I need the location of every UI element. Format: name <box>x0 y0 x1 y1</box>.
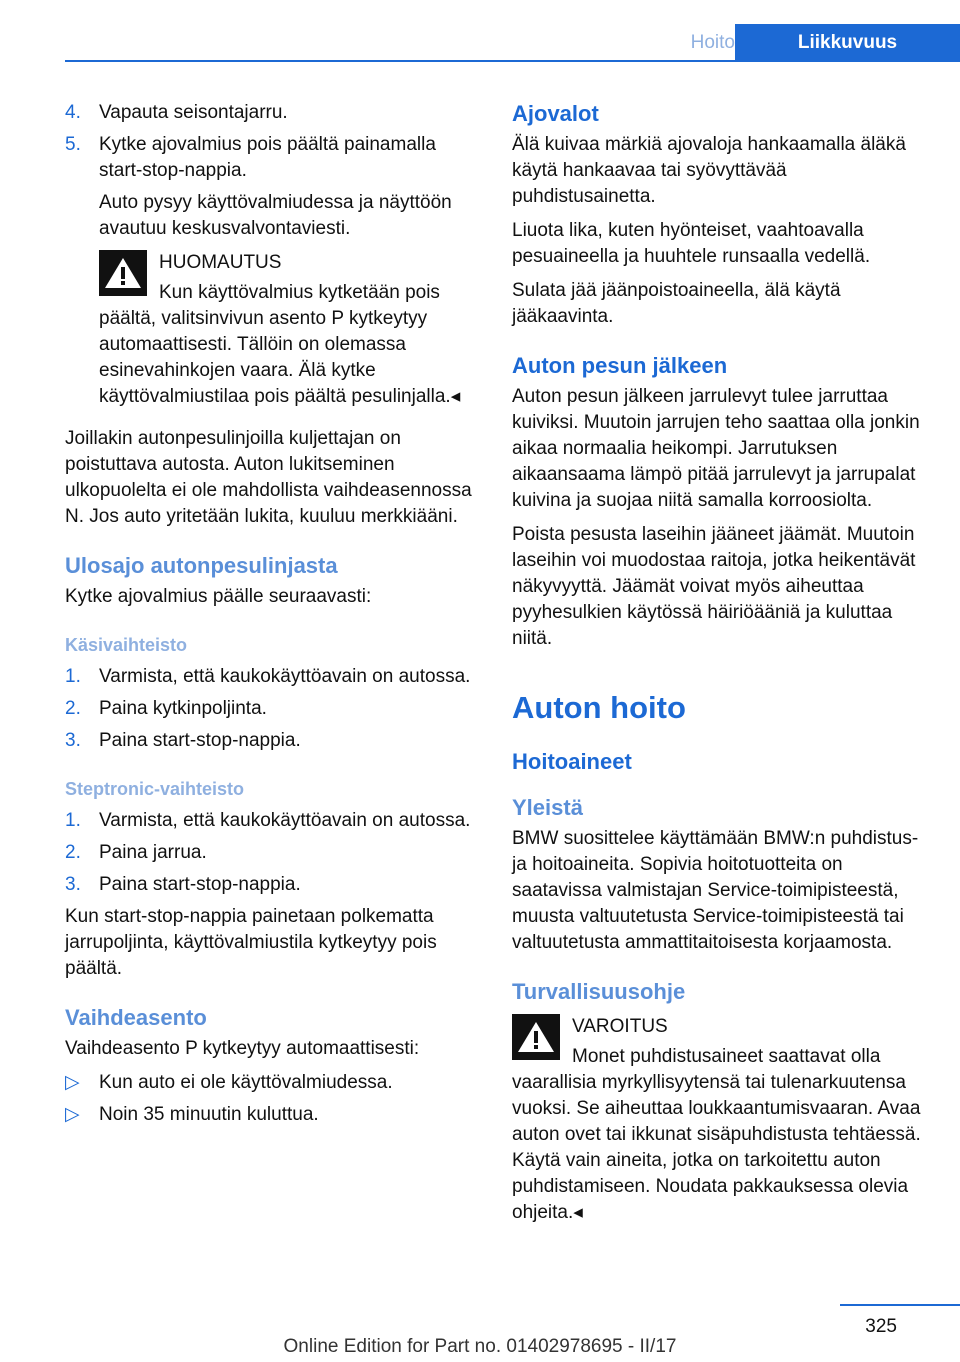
heading-afterwash: Auton pesun jälkeen <box>512 353 728 378</box>
heading-care: Auton hoito <box>512 690 686 725</box>
paragraph: Sulata jää jäänpoistoaineella, älä käytä jääkaavinta. <box>512 280 841 327</box>
right-column <box>512 100 930 1236</box>
list-item <box>65 808 479 834</box>
header-rule <box>65 60 960 62</box>
bullet-icon: ▷ <box>65 1072 80 1093</box>
paragraph: Auton pesun jälkeen jarrulevyt tulee jarruttaa kuiviksi. Muutoin jarrujen teho saattaa olla jonkin aikaa normaalia heikompi. Jarrutuksen aikaansaama lämpö pitää jarrulevyt ja jarrupalat kuivina ja suojaa niitä samalla korroosiolta. <box>512 386 920 511</box>
list-item <box>65 1070 479 1096</box>
bullet-text: Kun auto ei ole käyttövalmiudessa. <box>99 1072 393 1093</box>
footer-rule <box>840 1304 960 1306</box>
paragraph: Kun start-stop-nappia painetaan polkematta jarrupoljinta, käyttövalmiustila kytkeytyy pois päältä. <box>65 906 437 979</box>
page-number: 325 <box>865 1316 897 1337</box>
list-item <box>65 1102 479 1128</box>
warning-box <box>512 1014 930 1226</box>
notice-text: Kun käyttövalmius kytketään pois päältä, valitsinvivun asento P kytkeytyy automaattisesti. Tällöin on olemassa esinevahinkojen vaara. Älä kytke käyttövalmiustilaa pois päältä pesulinjalla.◂ <box>99 282 461 407</box>
heading-manual: Käsivaihteisto <box>65 635 188 655</box>
heading-lights: Ajovalot <box>512 101 599 126</box>
step-number: 4. <box>65 102 81 123</box>
step-text: Vapauta seisontajarru. <box>99 102 288 123</box>
paragraph: Kytke ajovalmius päälle seuraavasti: <box>65 586 372 607</box>
section-tab: Hoito <box>690 32 735 53</box>
step-number: 1. <box>65 810 81 831</box>
page-header <box>0 24 960 62</box>
step-text: Paina kytkinpoljinta. <box>99 698 267 719</box>
list-item <box>65 696 479 722</box>
list-item <box>65 728 479 754</box>
step-text: Paina start-stop-nappia. <box>99 730 301 751</box>
step-text: Varmista, että kaukokäyttöavain on autossa. <box>99 666 471 687</box>
paragraph: Joillakin autonpesulinjoilla kuljettajan on poistuttava autosta. Auton lukitseminen ulkopuolelta ei ole mahdollista vaihdeasennossa N. Jos auto yritetään lukita, kuuluu merkkiääni. <box>65 428 472 527</box>
step-text: Paina jarrua. <box>99 842 207 863</box>
paragraph: Älä kuivaa märkiä ajovaloja hankaamalla äläkä käytä hankaavaa tai syövyttävää puhdistusainetta. <box>512 134 906 207</box>
notice-box <box>65 250 479 410</box>
step-text: Paina start-stop-nappia. <box>99 874 301 895</box>
list-item <box>65 100 479 126</box>
step-number: 2. <box>65 698 81 719</box>
heading-exit: Ulosajo autonpesulinjasta <box>65 553 338 578</box>
list-item <box>65 840 479 866</box>
warning-title: VAROITUS <box>572 1016 668 1037</box>
chapter-tab: Liikkuvuus <box>735 24 960 62</box>
list-item <box>65 664 479 690</box>
edition-line: Online Edition for Part no. 01402978695 - II/17 <box>283 1336 677 1357</box>
heading-steptronic: Steptronic-vaihteisto <box>65 779 245 799</box>
heading-gear: Vaihdeasento <box>65 1005 207 1030</box>
step-text: Kytke ajovalmius pois päältä painamalla start-stop-nappia. <box>99 134 436 181</box>
left-column <box>65 100 479 1134</box>
step-number: 3. <box>65 874 81 895</box>
heading-safety: Turvallisuusohje <box>512 979 686 1004</box>
paragraph: BMW suosittelee käyttämään BMW:n puhdistus- ja hoitoaineita. Sopivia hoitotuotteita on saatavissa valmistajan Service-toimipisteestä, muusta valtuutetusta Service-toimipisteestä tai valtuutetusta ammattitaitoisesta korjaamosta. <box>512 828 919 953</box>
paragraph: Liuota lika, kuten hyönteiset, vaahtoavalla pesuaineella ja huuhtele runsaalla vedellä. <box>512 220 871 267</box>
bullet-text: Noin 35 minuutin kuluttua. <box>99 1104 319 1125</box>
list-item <box>65 132 479 184</box>
heading-general: Yleistä <box>512 795 583 820</box>
step-number: 1. <box>65 666 81 687</box>
step-note: Auto pysyy käyttövalmiudessa ja näyttöön avautuu keskusvalvontaviesti. <box>99 192 452 239</box>
notice-title: HUOMAUTUS <box>159 252 282 273</box>
bullet-icon: ▷ <box>65 1104 80 1125</box>
warning-triangle-icon <box>99 250 147 296</box>
step-number: 3. <box>65 730 81 751</box>
warning-triangle-icon <box>512 1014 560 1060</box>
list-item <box>65 872 479 898</box>
heading-products: Hoitoaineet <box>512 749 632 774</box>
paragraph: Poista pesusta laseihin jääneet jäämät. Muutoin laseihin voi muodostaa raitoja, jotka heikentävät näkyvyyttä. Jäämät voivat myös aiheuttaa pyyhesulkien käytössä häiriöääniä ja kuluttaa niitä. <box>512 524 916 649</box>
warning-text: Monet puhdistusaineet saattavat olla vaarallisia myrkyllisyytensä tai tulenarkuutensa vuoksi. Se aiheuttaa loukkaantumisvaaran. Avaa auton ovet tai ikkunat sisäpuhdistusta tehtäessä. Käytä vain aineita, jotka on tarkoitettu auton puhdistamiseen. Noudata pakkauksessa olevia ohjeita.◂ <box>512 1046 921 1223</box>
step-number: 5. <box>65 134 81 155</box>
step-number: 2. <box>65 842 81 863</box>
step-text: Varmista, että kaukokäyttöavain on autossa. <box>99 810 471 831</box>
paragraph: Vaihdeasento P kytkeytyy automaattisesti: <box>65 1038 420 1059</box>
